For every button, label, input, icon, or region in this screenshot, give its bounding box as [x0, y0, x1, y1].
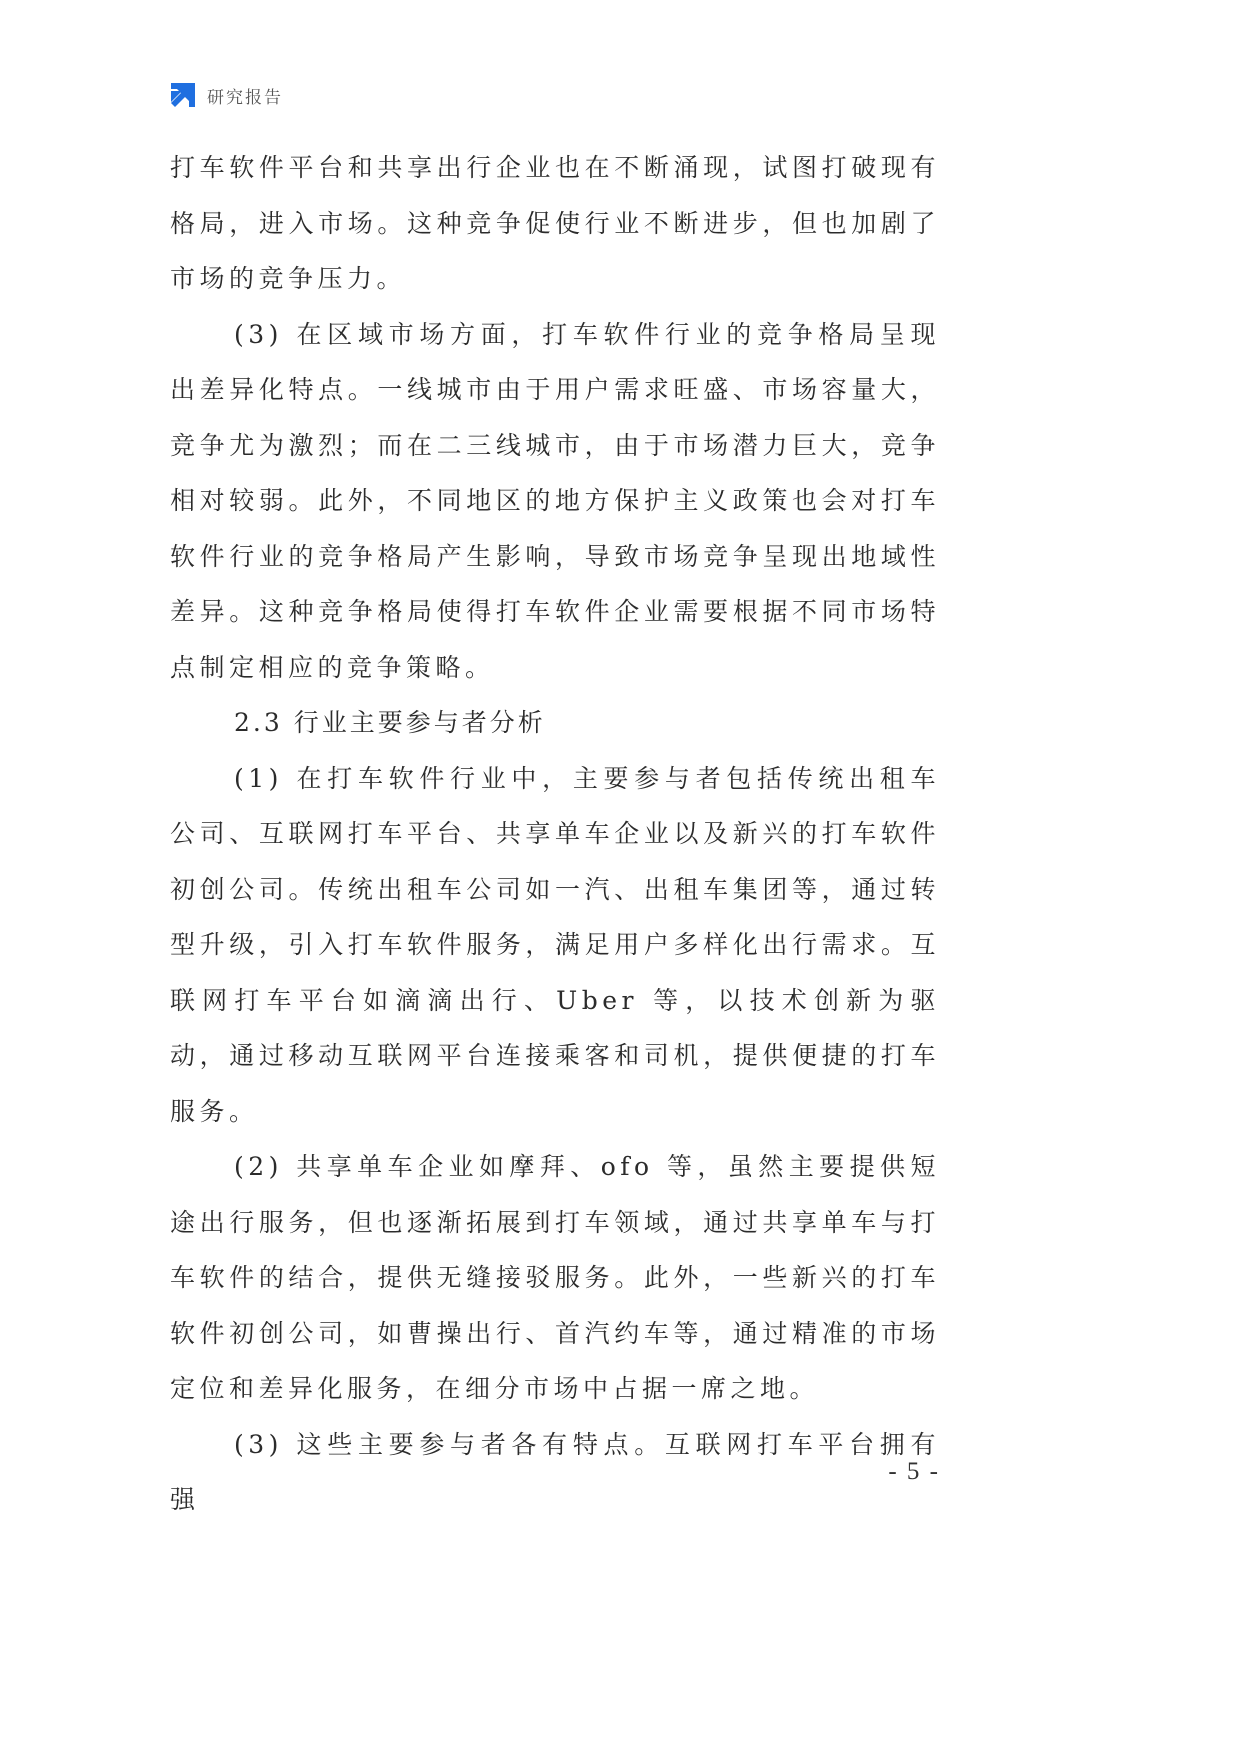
- page-number: - 5 -: [888, 1458, 940, 1485]
- paragraph-participants-1: (1) 在打车软件行业中，主要参与者包括传统出租车公司、互联网打车平台、共享单车企业以及新兴的打车软件初创公司。传统出租车公司如一汽、出租车集团等，通过转型升级，引入打车软件服务，满足用户多样化出行需求。互联网打车平台如滴滴出行、Uber 等，以技术创新为驱动，通过移动互联网平台连接乘客和司机，提供便捷的打车服务。: [170, 763, 940, 1126]
- paragraph-participants-2: (2) 共享单车企业如摩拜、ofo 等，虽然主要提供短途出行服务，但也逐渐拓展到打车领域，通过共享单车与打车软件的结合，提供无缝接驳服务。此外，一些新兴的打车软件初创公司，如曹操出行、首汽约车等，通过精准的市场定位和差异化服务，在细分市场中占据一席之地。: [170, 1152, 940, 1403]
- section-heading: 2.3 行业主要参与者分析: [234, 708, 546, 737]
- arrow-logo-icon: [168, 80, 198, 110]
- paragraph-participants-3: (3) 这些主要参与者各有特点。互联网打车平台拥有强: [170, 1429, 940, 1514]
- document-body: [170, 140, 940, 1528]
- paragraph-continued: 打车软件平台和共享出行企业也在不断涌现，试图打破现有格局，进入市场。这种竞争促使行业不断进步，但也加剧了市场的竞争压力。: [170, 153, 940, 293]
- paragraph-regional-market: (3) 在区域市场方面，打车软件行业的竞争格局呈现出差异化特点。一线城市由于用户需求旺盛、市场容量大，竞争尤为激烈；而在二三线城市，由于市场潜力巨大，竞争相对较弱。此外，不同地区的地方保护主义政策也会对打车软件行业的竞争格局产生影响，导致市场竞争呈现出地域性差异。这种竞争格局使得打车软件企业需要根据不同市场特点制定相应的竞争策略。: [170, 319, 940, 682]
- report-header: [168, 78, 283, 112]
- header-title: 研究报告: [207, 87, 283, 108]
